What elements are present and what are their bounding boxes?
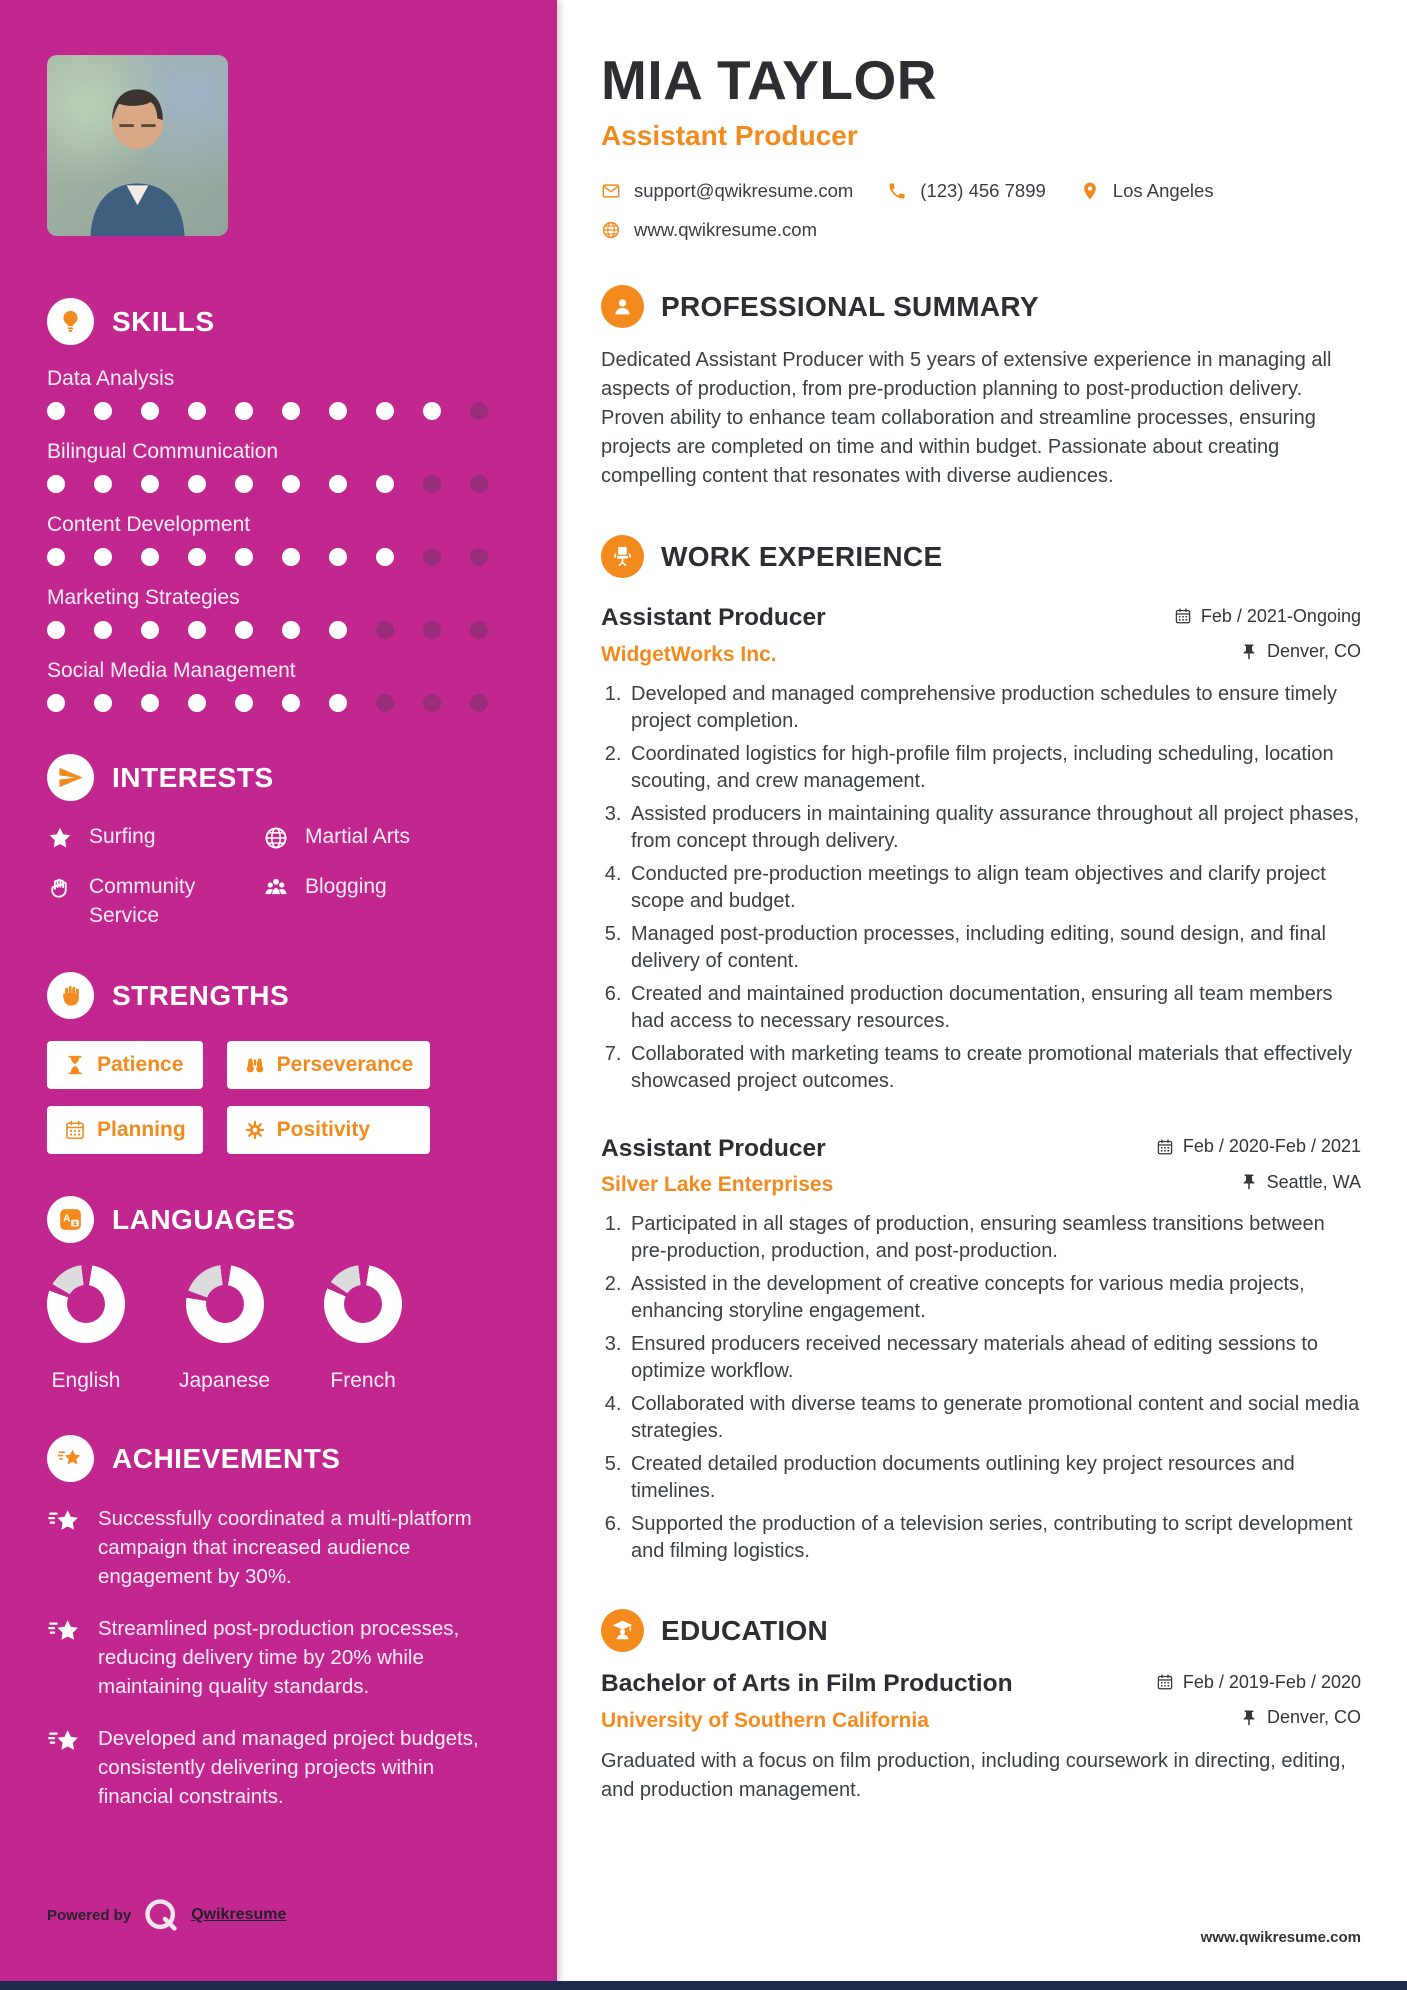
education-description: Graduated with a focus on film production, including coursework in directing, editing, and production management. (601, 1749, 1346, 1801)
skill-dot-filled (188, 621, 206, 639)
job-bullet-list (601, 1211, 1361, 1565)
achievements-header (47, 1435, 511, 1482)
skill-dot-empty (470, 621, 488, 639)
footer-website: www.qwikresume.com (1200, 1929, 1361, 1946)
skill-dot-filled (376, 402, 394, 420)
skill-dot-filled (47, 694, 65, 712)
person-title: Assistant Producer (601, 120, 858, 151)
skill-dot-filled (188, 548, 206, 566)
skill-item (47, 513, 511, 566)
skill-dot-empty (470, 475, 488, 493)
contact-info (601, 180, 1361, 241)
job-bullet: 5. Created detailed production documents outlining key project resources and timelines. (627, 1451, 1361, 1505)
skill-dot-filled (423, 402, 441, 420)
language-donut-chart (184, 1264, 265, 1345)
education-header (601, 1609, 1361, 1652)
gear-icon (244, 1119, 266, 1141)
skill-dot-filled (329, 402, 347, 420)
interest-label: Martial Arts (305, 825, 411, 848)
strengths-section (47, 972, 511, 1154)
job-bullet: 3. Ensured producers received necessary materials ahead of editing sessions to optimize workflow. (627, 1331, 1361, 1385)
interest-label: Community Service (89, 875, 196, 927)
job-dates-text: Feb / 2020-Feb / 2021 (1182, 1136, 1361, 1156)
skill-item (47, 440, 511, 493)
skills-section (47, 298, 511, 712)
contact-row (601, 180, 1361, 202)
job-bullet: 4. Conducted pre-production meetings to align team objectives and clarify project scope and budget. (627, 861, 1361, 915)
skill-dot-filled (235, 475, 253, 493)
achievement-item (47, 1614, 511, 1701)
language-item (47, 1265, 125, 1393)
language-item (324, 1265, 402, 1393)
shooting-star-icon (47, 1435, 94, 1482)
skill-dot-empty (423, 621, 441, 639)
achievement-text: Developed and managed project budgets, consistently delivering projects within financial constraints. (98, 1727, 479, 1809)
job-bullet: 3. Assisted producers in maintaining quality assurance throughout all project phases, from concept through delivery. (627, 801, 1361, 855)
strength-label: Perseverance (276, 1053, 414, 1077)
job-bullet: 6. Supported the production of a television series, contributing to script development and filming logistics. (627, 1511, 1361, 1565)
language-donut-chart (323, 1264, 404, 1345)
job-bullet: 1. Developed and managed comprehensive production schedules to ensure timely project completion. (627, 681, 1361, 735)
achievements-section (47, 1435, 511, 1811)
person-icon (601, 285, 644, 328)
strength-chip (227, 1106, 431, 1154)
job-dates (1156, 1136, 1361, 1157)
calendar-icon (64, 1119, 86, 1141)
contact-website (601, 219, 817, 241)
contact-location (1080, 180, 1214, 202)
interest-item (47, 873, 263, 930)
skill-dot-empty (423, 694, 441, 712)
job-location-text: Denver, CO (1266, 641, 1361, 661)
language-item (179, 1265, 270, 1393)
strength-chip (47, 1106, 203, 1154)
envelope-icon (601, 181, 621, 201)
contact-email (601, 180, 853, 202)
skill-name: Content Development (47, 513, 251, 536)
interest-item (263, 823, 511, 851)
skill-dot-filled (329, 694, 347, 712)
education-degree-row (601, 1670, 1361, 1698)
skill-dot-filled (141, 475, 159, 493)
skill-dot-empty (470, 694, 488, 712)
skill-name: Social Media Management (47, 659, 296, 682)
email-link[interactable]: support@qwikresume.com (634, 180, 854, 201)
summary-header (601, 285, 1361, 328)
skills-header (47, 298, 511, 345)
person-name: MIA TAYLOR (601, 49, 938, 111)
shooting-star-icon (47, 1504, 83, 1540)
language-label: English (51, 1369, 121, 1393)
job-bullet-list (601, 681, 1361, 1095)
skill-dot-filled (141, 694, 159, 712)
job-company: Silver Lake Enterprises (601, 1173, 834, 1196)
skill-dot-filled (94, 621, 112, 639)
powered-by-footer (47, 1896, 286, 1934)
profile-photo-illustration (47, 55, 228, 236)
job-location (1240, 641, 1361, 662)
job-company: WidgetWorks Inc. (601, 642, 777, 666)
skill-dot-empty (376, 694, 394, 712)
strength-label: Positivity (276, 1118, 371, 1142)
achievement-text: Successfully coordinated a multi-platform campaign that increased audience engagement by 30%. (98, 1507, 472, 1589)
job-bullet: 1. Participated in all stages of production, ensuring seamless transitions between pre-production, production, and post-production. (627, 1211, 1361, 1265)
hourglass-icon (64, 1054, 86, 1076)
skill-dot-filled (47, 548, 65, 566)
strength-label: Planning (97, 1118, 186, 1142)
powered-by-label: Powered by (47, 1906, 132, 1924)
strengths-list (47, 1041, 511, 1154)
skill-dot-filled (329, 621, 347, 639)
job-entry (601, 1135, 1361, 1566)
skill-dot-filled (329, 475, 347, 493)
sidebar (0, 0, 557, 1990)
contact-phone (887, 180, 1046, 202)
calendar-icon (1156, 1673, 1174, 1691)
translate-icon (47, 1196, 94, 1243)
skill-name: Bilingual Communication (47, 440, 279, 463)
qwikresume-logo-icon (142, 1896, 180, 1934)
skill-name: Marketing Strategies (47, 586, 240, 609)
shooting-star-icon (47, 1614, 83, 1650)
language-donut-chart (46, 1264, 127, 1345)
education-dates-text: Feb / 2019-Feb / 2020 (1182, 1671, 1361, 1692)
strengths-header (47, 972, 511, 1019)
skill-dot-filled (47, 402, 65, 420)
skill-dot-filled (282, 621, 300, 639)
interests-list (47, 823, 511, 930)
achievement-text: Streamlined post-production processes, reducing delivery time by 20% while maintaining quality standards. (98, 1617, 460, 1699)
job-title: Assistant Producer (601, 1134, 826, 1162)
bottom-bar (0, 1981, 1407, 1990)
interest-item (263, 873, 511, 930)
skill-dot-filled (188, 402, 206, 420)
skill-dot-filled (282, 402, 300, 420)
hand-icon (47, 875, 73, 901)
skill-level-dots (47, 694, 511, 712)
people-icon (263, 875, 289, 901)
binoculars-icon (244, 1054, 266, 1076)
language-label: Japanese (179, 1369, 271, 1393)
graduate-icon (601, 1609, 644, 1652)
achievement-item (47, 1504, 511, 1591)
skill-dot-filled (329, 548, 347, 566)
skill-dot-filled (94, 548, 112, 566)
achievement-item (47, 1724, 511, 1811)
education-degree: Bachelor of Arts in Film Production (601, 1670, 1013, 1697)
skill-dot-filled (94, 475, 112, 493)
pin-icon (1080, 181, 1100, 201)
job-bullet: 6. Created and maintained production documentation, ensuring all team members had access to necessary resources. (627, 981, 1361, 1035)
pushpin-icon (1240, 643, 1258, 661)
skill-dot-filled (282, 548, 300, 566)
job-dates-text: Feb / 2021-Ongoing (1200, 605, 1361, 626)
job-company-row (601, 1172, 1361, 1198)
education-school: University of Southern California (601, 1708, 929, 1732)
skill-dot-filled (188, 694, 206, 712)
fist-icon (47, 972, 94, 1019)
shooting-star-icon (47, 1724, 83, 1760)
job-dates (1174, 606, 1361, 627)
main-content (557, 0, 1407, 1990)
skill-dot-filled (141, 402, 159, 420)
job-bullet: 5. Managed post-production processes, including editing, sound design, and final delivery of content. (627, 921, 1361, 975)
skill-dot-filled (94, 694, 112, 712)
strength-chip (227, 1041, 431, 1089)
skill-dot-empty (470, 548, 488, 566)
star-icon (47, 825, 73, 851)
languages-heading: LANGUAGES (112, 1203, 296, 1235)
job-location (1240, 1172, 1361, 1193)
interests-header (47, 754, 511, 801)
pushpin-icon (1240, 1709, 1258, 1727)
interest-item (47, 823, 263, 851)
calendar-icon (1174, 607, 1192, 625)
skill-dot-filled (94, 402, 112, 420)
skill-dot-empty (423, 548, 441, 566)
skill-dot-filled (282, 475, 300, 493)
phone-icon (887, 181, 907, 201)
skill-item (47, 367, 511, 420)
skill-dot-filled (141, 621, 159, 639)
skill-dot-filled (376, 548, 394, 566)
skill-level-dots (47, 402, 511, 420)
job-title: Assistant Producer (601, 604, 826, 631)
skill-dot-filled (188, 475, 206, 493)
strength-chip (47, 1041, 203, 1089)
location-text: Los Angeles (1112, 180, 1214, 201)
job-entry (601, 604, 1361, 1095)
education-location (1240, 1707, 1361, 1728)
education-section (601, 1609, 1361, 1805)
skill-dot-filled (47, 475, 65, 493)
skill-level-dots (47, 475, 511, 493)
svg-text:A: A (63, 1213, 71, 1225)
calendar-icon (1156, 1138, 1174, 1156)
experience-section (601, 535, 1361, 1565)
profile-photo (47, 55, 228, 236)
interests-section (47, 754, 511, 930)
education-heading: EDUCATION (661, 1614, 829, 1646)
qwikresume-link[interactable]: Qwikresume (191, 1906, 287, 1923)
languages-list (47, 1265, 511, 1393)
chair-icon (601, 535, 644, 578)
languages-header (47, 1196, 511, 1243)
experience-heading: WORK EXPERIENCE (661, 540, 943, 572)
job-title-row (601, 604, 1361, 632)
skill-dot-empty (376, 621, 394, 639)
lightbulb-icon (47, 298, 94, 345)
skill-level-dots (47, 548, 511, 566)
skills-heading: SKILLS (112, 305, 215, 337)
education-school-row (601, 1707, 1361, 1733)
education-entry (601, 1670, 1361, 1805)
summary-heading: PROFESSIONAL SUMMARY (661, 290, 1039, 322)
education-location-text: Denver, CO (1266, 1707, 1361, 1727)
job-bullet: 2. Coordinated logistics for high-profile film projects, including scheduling, location scouting, and crew management. (627, 741, 1361, 795)
skill-dot-empty (423, 475, 441, 493)
skill-dot-filled (235, 694, 253, 712)
summary-text: Dedicated Assistant Producer with 5 years of extensive experience in managing all aspects of production, from pre-production planning to post-production delivery. Proven ability to enhance team collaboration and streamline processes, ensuring projects are completed on time and within budget. Passionate about creating compelling content that resonates with diverse audiences. (601, 349, 1332, 487)
interest-label: Blogging (305, 875, 387, 899)
skill-dot-filled (235, 621, 253, 639)
website-link[interactable]: www.qwikresume.com (634, 219, 817, 240)
skill-dot-empty (470, 402, 488, 420)
interests-heading: INTERESTS (112, 761, 274, 793)
achievements-heading: ACHIEVEMENTS (112, 1442, 341, 1474)
education-dates (1156, 1672, 1361, 1693)
job-bullet: 4. Collaborated with diverse teams to generate promotional content and social media strategies. (627, 1391, 1361, 1445)
skill-name: Data Analysis (47, 367, 175, 390)
strengths-heading: STRENGTHS (112, 979, 290, 1011)
pushpin-icon (1240, 1173, 1258, 1191)
skill-dot-filled (141, 548, 159, 566)
skill-dot-filled (376, 475, 394, 493)
strength-label: Patience (97, 1053, 184, 1077)
phone-number: (123) 456 7899 (920, 180, 1046, 201)
interest-label: Surfing (89, 825, 156, 848)
job-company-row (601, 641, 1361, 667)
job-bullet: 2. Assisted in the development of creative concepts for various media projects, enhancing storyline engagement. (627, 1271, 1361, 1325)
skill-item (47, 586, 511, 639)
skill-dot-filled (47, 621, 65, 639)
skill-level-dots (47, 621, 511, 639)
job-location-text: Seattle, WA (1266, 1171, 1361, 1192)
languages-section (47, 1196, 511, 1393)
skill-dot-filled (235, 402, 253, 420)
skill-item (47, 659, 511, 712)
contact-row (601, 219, 1361, 241)
globe-icon (263, 825, 289, 851)
job-bullet: 7. Collaborated with marketing teams to create promotional materials that effectively showcased project outcomes. (627, 1041, 1361, 1095)
job-title-row (601, 1135, 1361, 1163)
paper-plane-icon (47, 754, 94, 801)
globe-icon (601, 220, 621, 240)
language-label: French (330, 1369, 396, 1393)
skill-dot-filled (235, 548, 253, 566)
summary-section (601, 285, 1361, 491)
experience-header (601, 535, 1361, 578)
skill-dot-filled (282, 694, 300, 712)
